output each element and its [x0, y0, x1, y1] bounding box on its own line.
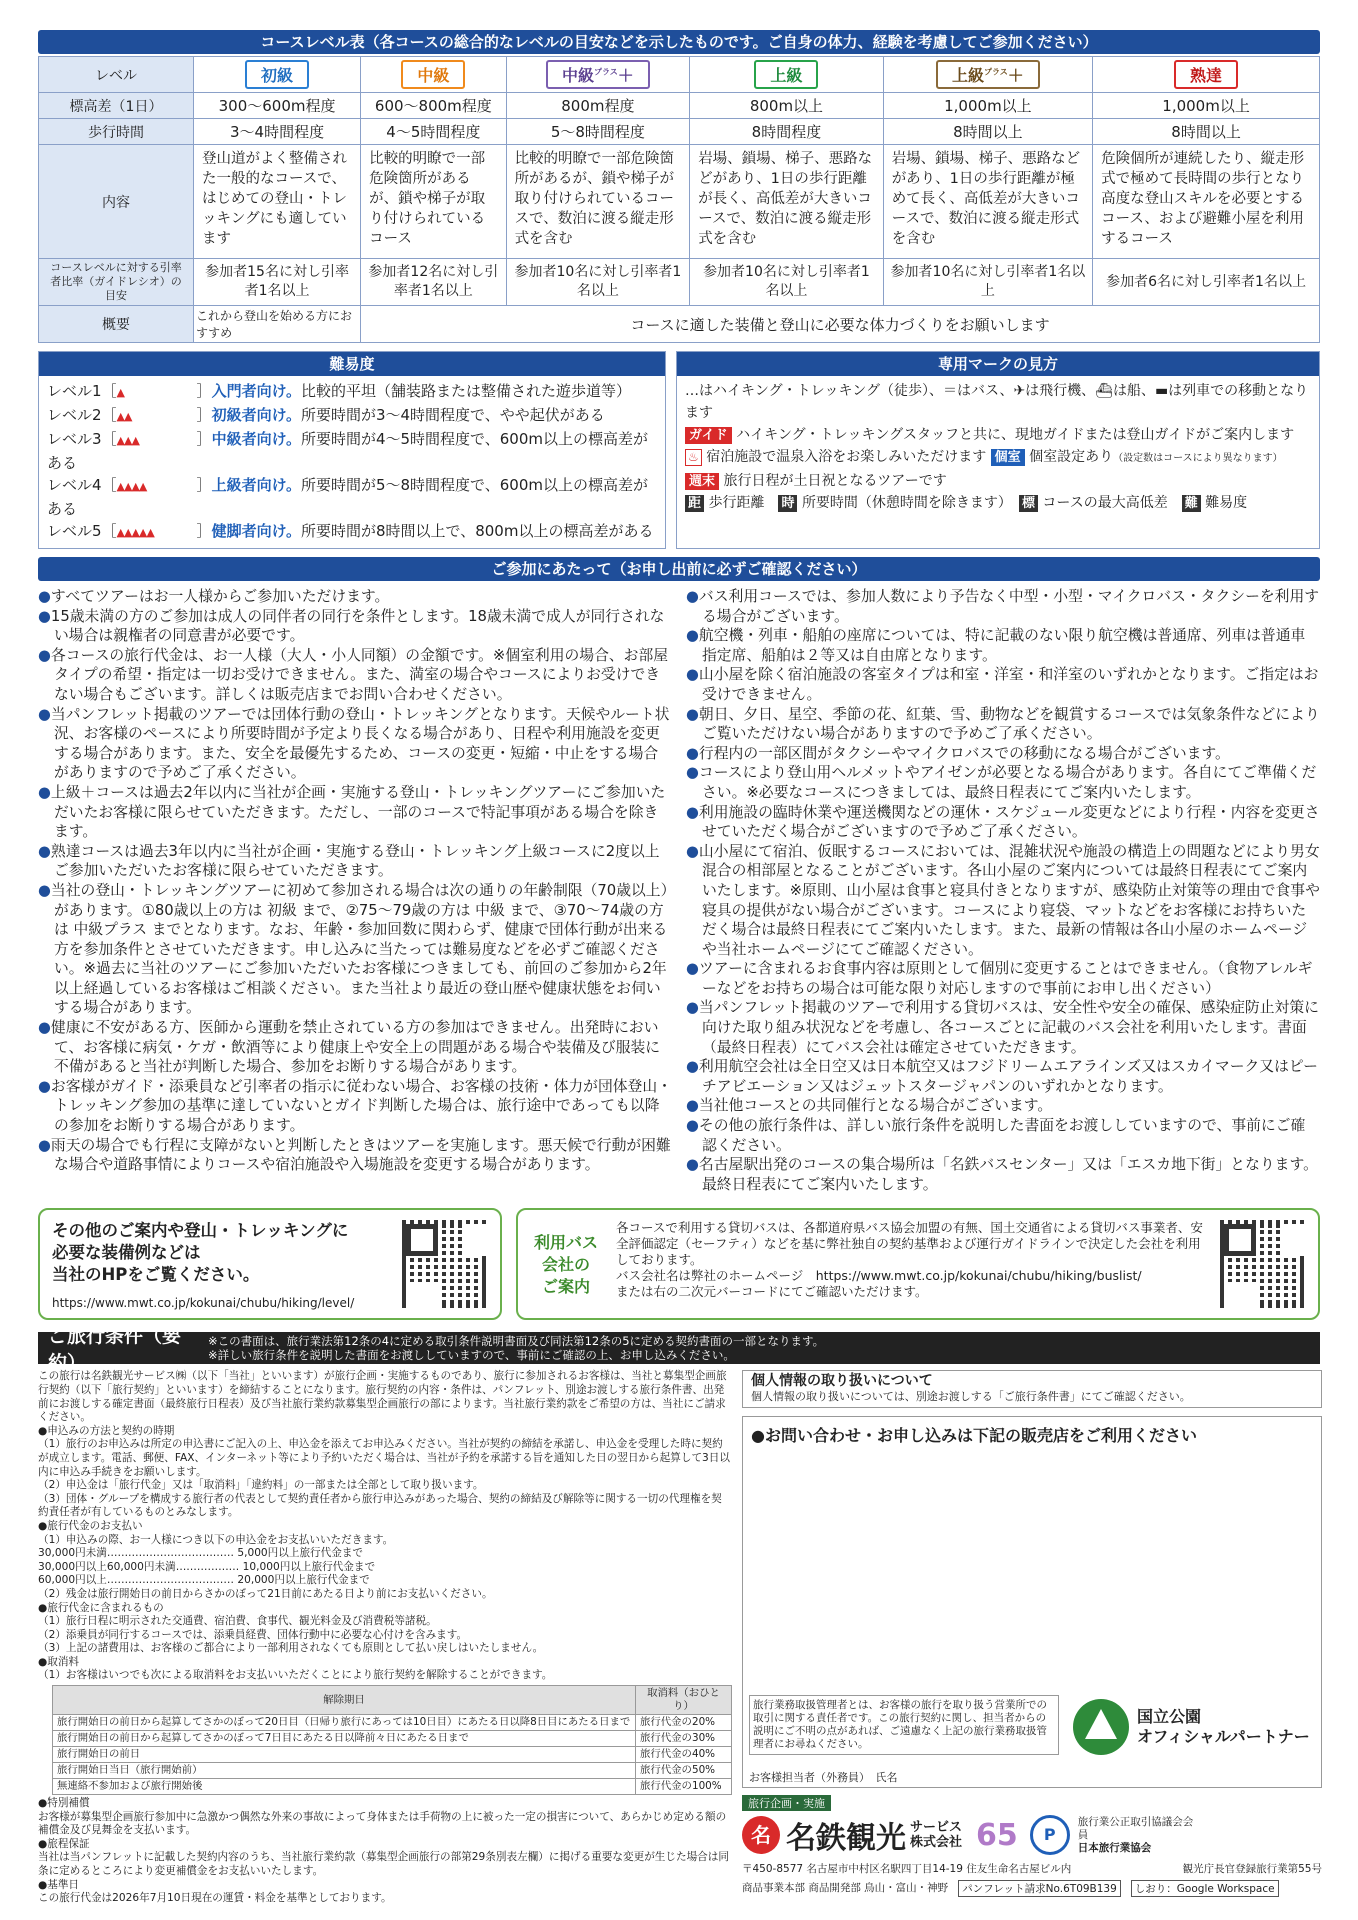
row-label-elevation: 標高差（1日） — [39, 93, 194, 119]
marks-list: …はハイキング・トレッキング（徒歩）、＝はバス、✈は飛行機、⛴は船、▬は列車での移動となります ガイド ハイキング・トレッキングスタッフと共に、現地ガイドまたは登山ガイドがご案内します ♨ 宿泊施設で温泉入浴をお楽しみいただけます 個室 個室設定あり（設定数はコースにより異なります） 週末 旅行日程が土日祝となるツアーです 距 歩行距離 時 所要時間（休憩時間を除きます） 標 コースの最大高低差 難 難易度 — [677, 376, 1319, 518]
condition-line: （2）申込金は「旅行代金」又は「取消料」「違約料」の一部または全部として取り扱います。 — [38, 1479, 484, 1492]
level-badge-6: 熟達 — [1174, 60, 1238, 89]
content-cell: 岩場、鎖場、梯子、悪路などがあり、1日の歩行距離が極めて長く、高低差が大きいコースで、数泊に渡る縦走形式を含む — [883, 145, 1092, 259]
weekend-tag: 週末 — [685, 473, 719, 490]
condition-line: （3）団体・グループを構成する旅行者の代表として契約責任者から旅行申込みがあった場合、契約の締結及び解除等に関する一切の代理権を契約責任者が有しているものとみなします。 — [38, 1492, 722, 1519]
private-tag: 個室 — [991, 449, 1025, 466]
content-cell: 岩場、鎖場、梯子、悪路などがあり、1日の歩行距離が長く、高低差が大きいコースで、数泊に渡る縦走形式を含む — [690, 145, 884, 259]
staff-label: お客様担当者（外務員） 氏名 — [749, 1771, 898, 1785]
note-item: ● ツアーに含まれるお食事内容は原則として個別に変更することはできません。（食物アレルギーなどをお持ちの場合は可能な限り対応しますので事前にお申し出ください） — [686, 959, 1320, 998]
qr-code-icon — [402, 1220, 490, 1308]
note-item: ● 当パンフレット掲載のツアーで利用する貸切バスは、安全性や安全の確保、感染症防止対策に向けた取り組み状況などを考慮し、各コースごとに記載のバス会社を利用いたします。書面（最終日程表）にてバス会社は確定させていただきます。 — [686, 998, 1320, 1057]
ratio-cell: 参加者6名に対し引率者1名以上 — [1093, 259, 1320, 306]
difficulty-row: レベル3［▲▲▲ ］中級者向け。所要時間が4～5時間程度で、600m以上の標高差がある — [47, 430, 648, 472]
note-item: ● コースにより登山用ヘルメットやアイゼンが必要となる場合があります。各自にてご準備ください。※必要なコースにつきましては、最終日程表にてご案内いたします。 — [686, 763, 1320, 802]
marks-title: 専用マークの見方 — [677, 352, 1319, 376]
note-item: ● 山小屋にて宿泊、仮眠するコースにおいては、混雑状況や施設の構造上の問題などにより男女混合の相部屋となることがございます。各山小屋のご案内については最終日程表にてご案内いたします。※原則、山小屋は食事と寝具付きとなりますが、感染防止対策等の理由で食事や寝具の提供がない場合がございます。コースにより寝袋、マットなどをお客様にお持ちいただく場合は最終日程表にてご案内いたします。また、最新の情報は各山小屋のホームページや当社ホームページにてご確認ください。 — [686, 842, 1320, 960]
difficulty-box — [38, 351, 666, 549]
elev-cell: 300～600m程度 — [194, 93, 361, 119]
mountain-icon: ▲▲ — [116, 410, 132, 423]
walk-cell: 8時間以上 — [883, 119, 1092, 145]
qr-code-icon — [1220, 1220, 1308, 1308]
condition-line: 60,000円以上……………………………… 20,000円以上旅行代金まで — [38, 1574, 370, 1587]
note-item: ● 健康に不安がある方、医師から運動を禁止されている方の参加はできません。出発時において、お客様に病気・ケガ・飲酒等により健康上や安全上の問題がある場合や装備及び服装に不備があると当社が判断した場合、参加をお断りする場合があります。 — [38, 1018, 672, 1077]
row-label-walk: 歩行時間 — [39, 119, 194, 145]
condition-line: （1）旅行のお申込みは所定の申込書にご記入の上、申込金を添えてお申込みください。当社が契約の締結を承諾し、申込金を受理した時に契約が成立します。電話、郵便、FAX、インターネット等により予約いただく場合は、当社が予約を承諾する旨を通知した日の翌日から起算して3日以内に申込み手続きをお願いします。 — [38, 1438, 730, 1478]
row-label-ratio: コースレベルに対する引率者比率（ガイドレシオ）の目安 — [39, 259, 194, 306]
walk-cell: 3～4時間程度 — [194, 119, 361, 145]
note-item: ● すべてツアーはお一人様からご参加いただけます。 — [38, 587, 672, 607]
condition-line: この旅行代金は2026年7月10日現在の運賃・料金を基準としております。 — [38, 1892, 392, 1905]
ratio-cell: 参加者15名に対し引率者1名以上 — [194, 259, 361, 306]
condition-line: ●旅行代金に含まれるもの — [38, 1601, 164, 1614]
row-label-content: 内容 — [39, 145, 194, 259]
note-item: ● 熟達コースは過去3年以内に当社が企画・実施する登山・トレッキング上級コースに2度以上ご参加いただいたお客様に限らせていただきます。 — [38, 842, 672, 881]
note-item: ● 名古屋駅出発のコースの集合場所は「名鉄バスセンター」又は「エスカ地下街」となります。最終日程表にてご案内いたします。 — [686, 1155, 1320, 1194]
guide-tag: ガイド — [685, 427, 732, 444]
mountain-icon: ▲▲▲ — [116, 434, 139, 447]
note-item: ● 朝日、夕日、星空、季節の花、紅葉、雪、動物などを観賞するコースでは気象条件などによりご覧いただけない場合がありますので予めご了承ください。 — [686, 705, 1320, 744]
note-item: ● 行程内の一部区間がタクシーやマイクロバスでの移動になる場合がございます。 — [686, 744, 1320, 764]
elev-cell: 600～800m程度 — [361, 93, 506, 119]
condition-line: （3）上記の諸費用は、お客様のご都合により一部利用されなくても原則として払い戻しはいたしません。 — [38, 1642, 544, 1655]
condition-line: ●基準日 — [38, 1878, 80, 1891]
condition-line: ●申込みの方法と契約の時期 — [38, 1424, 175, 1437]
inquiry-title: ●お問い合わせ・お申し込みは下記の販売店をご利用ください — [751, 1426, 1197, 1446]
difficulty-list — [39, 376, 665, 548]
difficulty-row: レベル4［▲▲▲▲ ］上級者向け。所要時間が5～8時間程度で、600m以上の標高差がある — [47, 476, 648, 518]
row-label-summary: 概要 — [39, 306, 194, 343]
level-table-title: コースレベル表（各コースの総合的なレベルの目安などを示したものです。ご自身の体力、経験を考慮してご参加ください） — [38, 30, 1320, 54]
condition-line: ●旅行代金のお支払い — [38, 1519, 143, 1532]
note-item: ● 当社他コースとの共同催行となる場合がございます。 — [686, 1096, 1320, 1116]
content-cell: 比較的明瞭で一部危険箇所があるが、鎖や梯子が取り付けられているコース — [361, 145, 506, 259]
mountain-icon: ▲▲▲▲ — [116, 480, 147, 493]
walk-cell: 5～8時間程度 — [506, 119, 690, 145]
notes-left — [38, 587, 672, 1194]
conditions-body: この旅行は名鉄観光サービス㈱（以下「当社」といいます）が旅行企画・実施するものであり、旅行に参加されるお客様は、当社と募集型企画旅行契約（以下「旅行契約」といいます）を締結することになります。旅行契約の内容・条件は、パンフレット、別途お渡しする旅行条件書、出発前にお渡しする確定書面（最終旅行日程表）及び当社旅行業約款募集型企画旅行の部によります。当社旅行業約款をご希望の方は、当社にご請求ください。 ●申込みの方法と契約の時期 （1）旅行のお申込みは所定の申込書にご記入の上、申込金を添えてお申込みください。当社が契約の締結を承諾し、申込金を受理した時に契約が成立します。電話、郵便、FAX、インターネット等により予約いただく場合は、当社が予約を承諾する旨を通知した日の翌日から起算して3日以内に申込み手続きをお願いします。 （2）申込金は「旅行代金」又は「取消料」「違約料」の一部または全部として取り扱います。 （3）団体・グループを構成する旅行者の代表として契約責任者から旅行申込みがあった場合、契約の締結及び解除等に関する一切の代理権を契約責任者が有しているものとみなします。 ●旅行代金のお支払い （1）申込みの際、お一人様につき以下の申込金をお支払いいただきます。 30,000円未満……………………………… 5,000円以上旅行代金まで 30,000円以上60,000円未満……………… 10,000円以上旅行代金まで 60,000円以上……………………………… 20,000円以上旅行代金まで （2）残金は旅行開始日の前日からさかのぼって21日前にあたる日より前にお支払いください。 ●旅行代金に含まれるもの （1）旅行日程に明示された交通費、宿泊費、食事代、観光料金及び消費税等諸税。 （2）添乗員が同行するコースでは、添乗員経費、団体行動中に必要な心付けを含みます。 （3）上記の諸費用は、お客様のご都合により一部利用されなくても原則として払い戻しはいたしません。 ●取消料 （1）お客様はいつでも次による取消料をお支払いいただくことにより旅行契約を解除することができます。 解除期日 取消料（おひとり） 旅行開始日の前日から起算してさかのぼって20日目（日帰り旅行にあっては10日目）にあたる日以降8日目にあたる日まで 旅行代金の20% 旅行開始日の前日から起算してさかのぼって7日目にあたる日以降前々日にあたる日まで 旅行代金の30% 旅行開始日の前日 旅行代金の40% 旅行開始日当日（旅行開始前） 旅行代金の50% 無連絡不参加および旅行開始後 旅行代金の100% ●特別補償 お客様が募集型企画旅行参加中に急激かつ偶然な外来の事故によって身体または手荷物の上に被った一定の損害について、あらかじめ定める額の補償金及び見舞金を支払います。 ●旅程保証 当社は当パンフレットに記載した契約内容のうち、当社旅行業約款（募集型企画旅行の部第29条別表左欄）に掲げる重要な変更が生じた場合は同条に定めるところにより変更補償金をお支払いいたします。 ●基準日 この旅行代金は2026年7月10日現在の運賃・料金を基準としております。 — [38, 1370, 732, 1905]
condition-line: （1）申込みの際、お一人様につき以下の申込金をお支払いいただきます。 — [38, 1533, 394, 1546]
conditions-header: ご旅行条件（要約） ※この書面は、旅行業法第12条の4に定める取引条件説明書面及び同法第12条の5に定める契約書面の一部となります。 ※詳しい旅行条件を説明した書面をお渡ししていますので、事前にご確認の上、お申し込みください。 — [38, 1332, 1320, 1364]
condition-line: 当社は当パンフレットに記載した契約内容のうち、当社旅行業約款（募集型企画旅行の部第29条別表左欄）に掲げる重要な変更が生じた場合は同条に定めるところにより変更補償金をお支払いいたします。 — [38, 1851, 729, 1878]
content-cell: 登山道がよく整備された一般的なコースで、はじめての登山・トレッキングにも適しています — [194, 145, 361, 259]
note-item: ● 当パンフレット掲載のツアーでは団体行動の登山・トレッキングとなります。天候やルート状況、お客様のペースにより所要時間が予定より長くなる場合があり、日程や利用施設を変更する場合があります。また、安全を最優先するため、コースの変更・短縮・中止をする場合がありますので予めご了承ください。 — [38, 705, 672, 783]
onsen-icon: ♨ — [685, 449, 702, 466]
note-item: ● 山小屋を除く宿泊施設の客室タイプは和室・洋室・和洋室のいずれかとなります。ご指定はお受けできません。 — [686, 665, 1320, 704]
level-badge-3: 中級$^{プラス}$＋ — [546, 60, 650, 89]
ratio-cell: 参加者10名に対し引率者1名以上 — [883, 259, 1092, 306]
note-item: ● 利用航空会社は全日空又は日本航空又はフジドリームエアラインズ又はスカイマーク又はピーチアビエーション又はジェットスタージャパンのいずれかとなります。 — [686, 1057, 1320, 1096]
note-item: ● 各コースの旅行代金は、お一人様（大人・小人同額）の金額です。※個室利用の場合、お部屋タイプの希望・指定は一切お受けできません。また、満室の場合やコースによりお受けできない場合もございます。詳しくは販売店までお問い合わせください。 — [38, 646, 672, 705]
condition-line: （2）添乗員が同行するコースでは、添乗員経費、団体行動中に必要な心付けを含みます。 — [38, 1628, 468, 1641]
bus-info-box: 利用バス 会社の ご案内 各コースで利用する貸切バスは、各都道府県バス協会加盟の有無、国土交通省による貸切バス事業者、安全評価認定（セーフティ）などを基に弊社独自の契約基準および運行ガイドラインで決定した会社を利用しております。 バス会社名は弊社のホームページ https://www.mwt.co.jp/kokunai/chubu/hiking/buslist/ または右の二次元バーコードにてご確認いただけます。 — [516, 1208, 1320, 1320]
marks-transport: …はハイキング・トレッキング（徒歩）、＝はバス、✈は飛行機、⛴は船、▬は列車での移動となります — [685, 383, 1309, 421]
hp-info-box: その他のご案内や登山・トレッキングに 必要な装備例などは 当社のHPをご覧ください。 https://www.mwt.co.jp/kokunai/chubu/hiking/level/ — [38, 1208, 502, 1320]
ratio-cell: 参加者10名に対し引率者1名以上 — [690, 259, 884, 306]
elevation-tag: 標 — [1019, 495, 1038, 512]
manager-note: 旅行業務取扱管理者とは、お客様の旅行を取り扱う営業所での取引に関する責任者です。この旅行契約に関し、担当者からの説明にご不明の点があれば、ご遠慮なく上記の旅行業務取扱管理者にお尋ねください。 — [749, 1695, 1059, 1755]
level-badge-1: 初級 — [245, 60, 309, 89]
cancel-table: 解除期日 取消料（おひとり） 旅行開始日の前日から起算してさかのぼって20日目（日帰り旅行にあっては10日目）にあたる日以降8日目にあたる日まで 旅行代金の20% 旅行開始日の前日から起算してさかのぼって7日目にあたる日以降前々日にあたる日まで 旅行代金の30% 旅行開始日の前日 旅行代金の40% 旅行開始日当日（旅行開始前） 旅行代金の50% 無連絡不参加および旅行開始後 旅行代金の100% — [52, 1685, 732, 1795]
hp-url[interactable]: https://www.mwt.co.jp/kokunai/chubu/hiking/level/ — [52, 1296, 355, 1311]
walk-cell: 8時間程度 — [690, 119, 884, 145]
company-name: 名鉄観光 — [786, 1821, 906, 1857]
notes-title: ご参加にあたって（お申し出前に必ずご確認ください） — [38, 557, 1320, 581]
ratio-cell: 参加者12名に対し引率者1名以上 — [361, 259, 506, 306]
condition-line: 30,000円未満……………………………… 5,000円以上旅行代金まで — [38, 1547, 364, 1560]
mountain-icon: ▲▲▲▲▲ — [116, 526, 154, 539]
walk-cell: 4～5時間程度 — [361, 119, 506, 145]
difficulty-row: レベル2［▲▲ ］初級者向け。所要時間が3～4時間程度で、やや起伏がある — [47, 404, 657, 428]
ratio-cell: 参加者10名に対し引率者1名以上 — [506, 259, 690, 306]
time-tag: 時 — [778, 495, 797, 512]
note-item: ● その他の旅行条件は、詳しい旅行条件を説明した書面をお渡ししていますので、事前にご確認ください。 — [686, 1116, 1320, 1155]
condition-line: （1）旅行日程に明示された交通費、宿泊費、食事代、観光料金及び消費税等諸税。 — [38, 1615, 437, 1628]
national-park-logo-icon — [1073, 1699, 1129, 1755]
national-park-partner: 国立公園 オフィシャルパートナー — [1073, 1699, 1310, 1755]
conditions-title: ご旅行条件（要約） — [48, 1325, 182, 1375]
level-badge-5: 上級$^{プラス}$＋ — [936, 60, 1040, 89]
condition-line: ●旅程保証 — [38, 1837, 90, 1850]
difficulty-title: 難易度 — [39, 352, 665, 376]
content-cell: 危険個所が連続したり、縦走形式で極めて長時間の歩行となり高度な登山スキルを必要とするコース、および避難小屋を利用するコース — [1093, 145, 1320, 259]
page — [38, 30, 1320, 1906]
distance-tag: 距 — [685, 495, 704, 512]
notes — [38, 587, 1320, 1194]
mountain-icon: ▲ — [116, 386, 125, 399]
condition-line: （1）お客様はいつでも次による取消料をお支払いいただくことにより旅行契約を解除することができます。 — [38, 1669, 553, 1682]
company-block: 旅行企画・実施 名 名鉄観光 サービス 株式会社 65 P 旅行業公正取引協議会会員 日本旅行業協会 〒450-8577 名古屋市中村区名駅四丁目14-19 住友生命名古屋ビル内 観光庁長官登録旅行業第55号 商品事業本部 商品開発部 鳥山・富山・神野 パンフレット請求No.6T09B139 しおり：Google Workspace — [742, 1797, 1322, 1896]
summary-rest: コースに適した装備と登山に必要な体力づくりをお願いします — [361, 306, 1320, 343]
elev-cell: 800m以上 — [690, 93, 884, 119]
note-item: ● 上級＋コースは過去2年以内に当社が企画・実施する登山・トレッキングツアーにご参加いただいたお客様に限らせていただきます。ただし、一部のコースで特記事項がある場合を除きます。 — [38, 783, 672, 842]
difficulty-tag: 難 — [1182, 495, 1201, 512]
elev-cell: 1,000m以上 — [1093, 93, 1320, 119]
note-item: ● 航空機・列車・船舶の座席については、特に記載のない限り航空機は普通席、列車は普通車指定席、船舶は２等又は自由席となります。 — [686, 626, 1320, 665]
summary-first: これから登山を始める方におすすめ — [194, 306, 361, 343]
condition-line: 30,000円以上60,000円未満……………… 10,000円以上旅行代金まで — [38, 1560, 376, 1573]
content-cell: 比較的明瞭で一部危険箇所があるが、鎖や梯子が取り付けられているコースで、数泊に渡る縦走形式を含む — [506, 145, 690, 259]
row-label-level: レベル — [39, 57, 194, 93]
elev-cell: 1,000m以上 — [883, 93, 1092, 119]
difficulty-row: レベル1［▲ ］入門者向け。比較的平坦（舗装路または整備された遊歩道等） — [47, 380, 657, 404]
note-item: ● 当社の登山・トレッキングツアーに初めて参加される場合は次の通りの年齢制限（70歳以上）があります。①80歳以上の方は 初級 まで、②75～79歳の方は 中級 まで、③70～74歳の方は 中級プラス までとなります。なお、年齢・参加回数に関わらず、健康で団体行動が出来る方を参加条件とさせていただきます。申し込みに当たっては難易度などを必ずご確認ください。※過去に当社のツアーにご参加いただいたお客様につきましても、前回のご参加から2年以上経過しているお客様はご相談ください。また当社より最近の登山歴や健康状態をお伺いする場合があります。 — [38, 881, 672, 1018]
difficulty-row: レベル5［▲▲▲▲▲ ］健脚者向け。所要時間が8時間以上で、800m以上の標高差がある — [47, 520, 657, 544]
level-badge-2: 中級 — [401, 60, 465, 89]
condition-line: ●特別補償 — [38, 1797, 90, 1810]
condition-line: お客様が募集型企画旅行参加中に急激かつ偶然な外来の事故によって身体または手荷物の上に被った一定の損害について、あらかじめ定める額の補償金及び見舞金を支払います。 — [38, 1810, 727, 1837]
note-item: ● お客様がガイド・添乗員など引率者の指示に従わない場合、お客様の技術・体力が団体登山・トレッキング参加の基準に達していないとガイド判断した場合は、旅行途中であっても以降の参加をお断りする場合があります。 — [38, 1077, 672, 1136]
condition-line: （2）残金は旅行開始日の前日からさかのぼって21日前にあたる日より前にお支払いください。 — [38, 1587, 493, 1600]
walk-cell: 8時間以上 — [1093, 119, 1320, 145]
note-item: ● バス利用コースでは、参加人数により予告なく中型・小型・マイクロバス・タクシーを利用する場合がございます。 — [686, 587, 1320, 626]
condition-line: ●取消料 — [38, 1655, 80, 1668]
level-table — [38, 56, 1320, 343]
note-item: ● 利用施設の臨時休業や運送機関などの運休・スケジュール変更などにより行程・内容を変更させていただく場合がございますので予めご了承ください。 — [686, 803, 1320, 842]
anniversary-badge: 65 — [976, 1817, 1018, 1853]
elev-cell: 800m程度 — [506, 93, 690, 119]
notes-right — [686, 587, 1320, 1194]
level-badge-4: 上級 — [754, 60, 818, 89]
marks-box — [676, 351, 1320, 549]
privacy-box: 個人情報の取り扱いについて 個人情報の取り扱いについては、別途お渡しする「ご旅行条件書」にてご確認ください。 — [742, 1370, 1322, 1408]
privacy-mark-icon: P — [1030, 1815, 1070, 1855]
bus-info-text: 各コースで利用する貸切バスは、各都道府県バス協会加盟の有無、国土交通省による貸切バス事業者、安全評価認定（セーフティ）などを基に弊社独自の契約基準および運行ガイドラインで決定した会社を利用しております。 バス会社名は弊社のホームページ https://www.mwt.co.jp/kokunai/chubu/hiking/buslist/ または右の二次元バーコードにてご確認いただけます。 — [616, 1220, 1203, 1300]
meitetsu-logo-icon: 名 — [742, 1816, 780, 1854]
inquiry-box — [742, 1416, 1322, 1788]
note-item: ● 雨天の場合でも行程に支障がないと判断したときはツアーを実施します。悪天候で行動が困難な場合や道路事情によりコースや宿泊施設や入場施設を変更する場合があります。 — [38, 1136, 672, 1175]
note-item: ● 15歳未満の方のご参加は成人の同伴者の同行を条件とします。18歳未満で成人が同行されない場合は親権者の同意書が必要です。 — [38, 607, 672, 646]
